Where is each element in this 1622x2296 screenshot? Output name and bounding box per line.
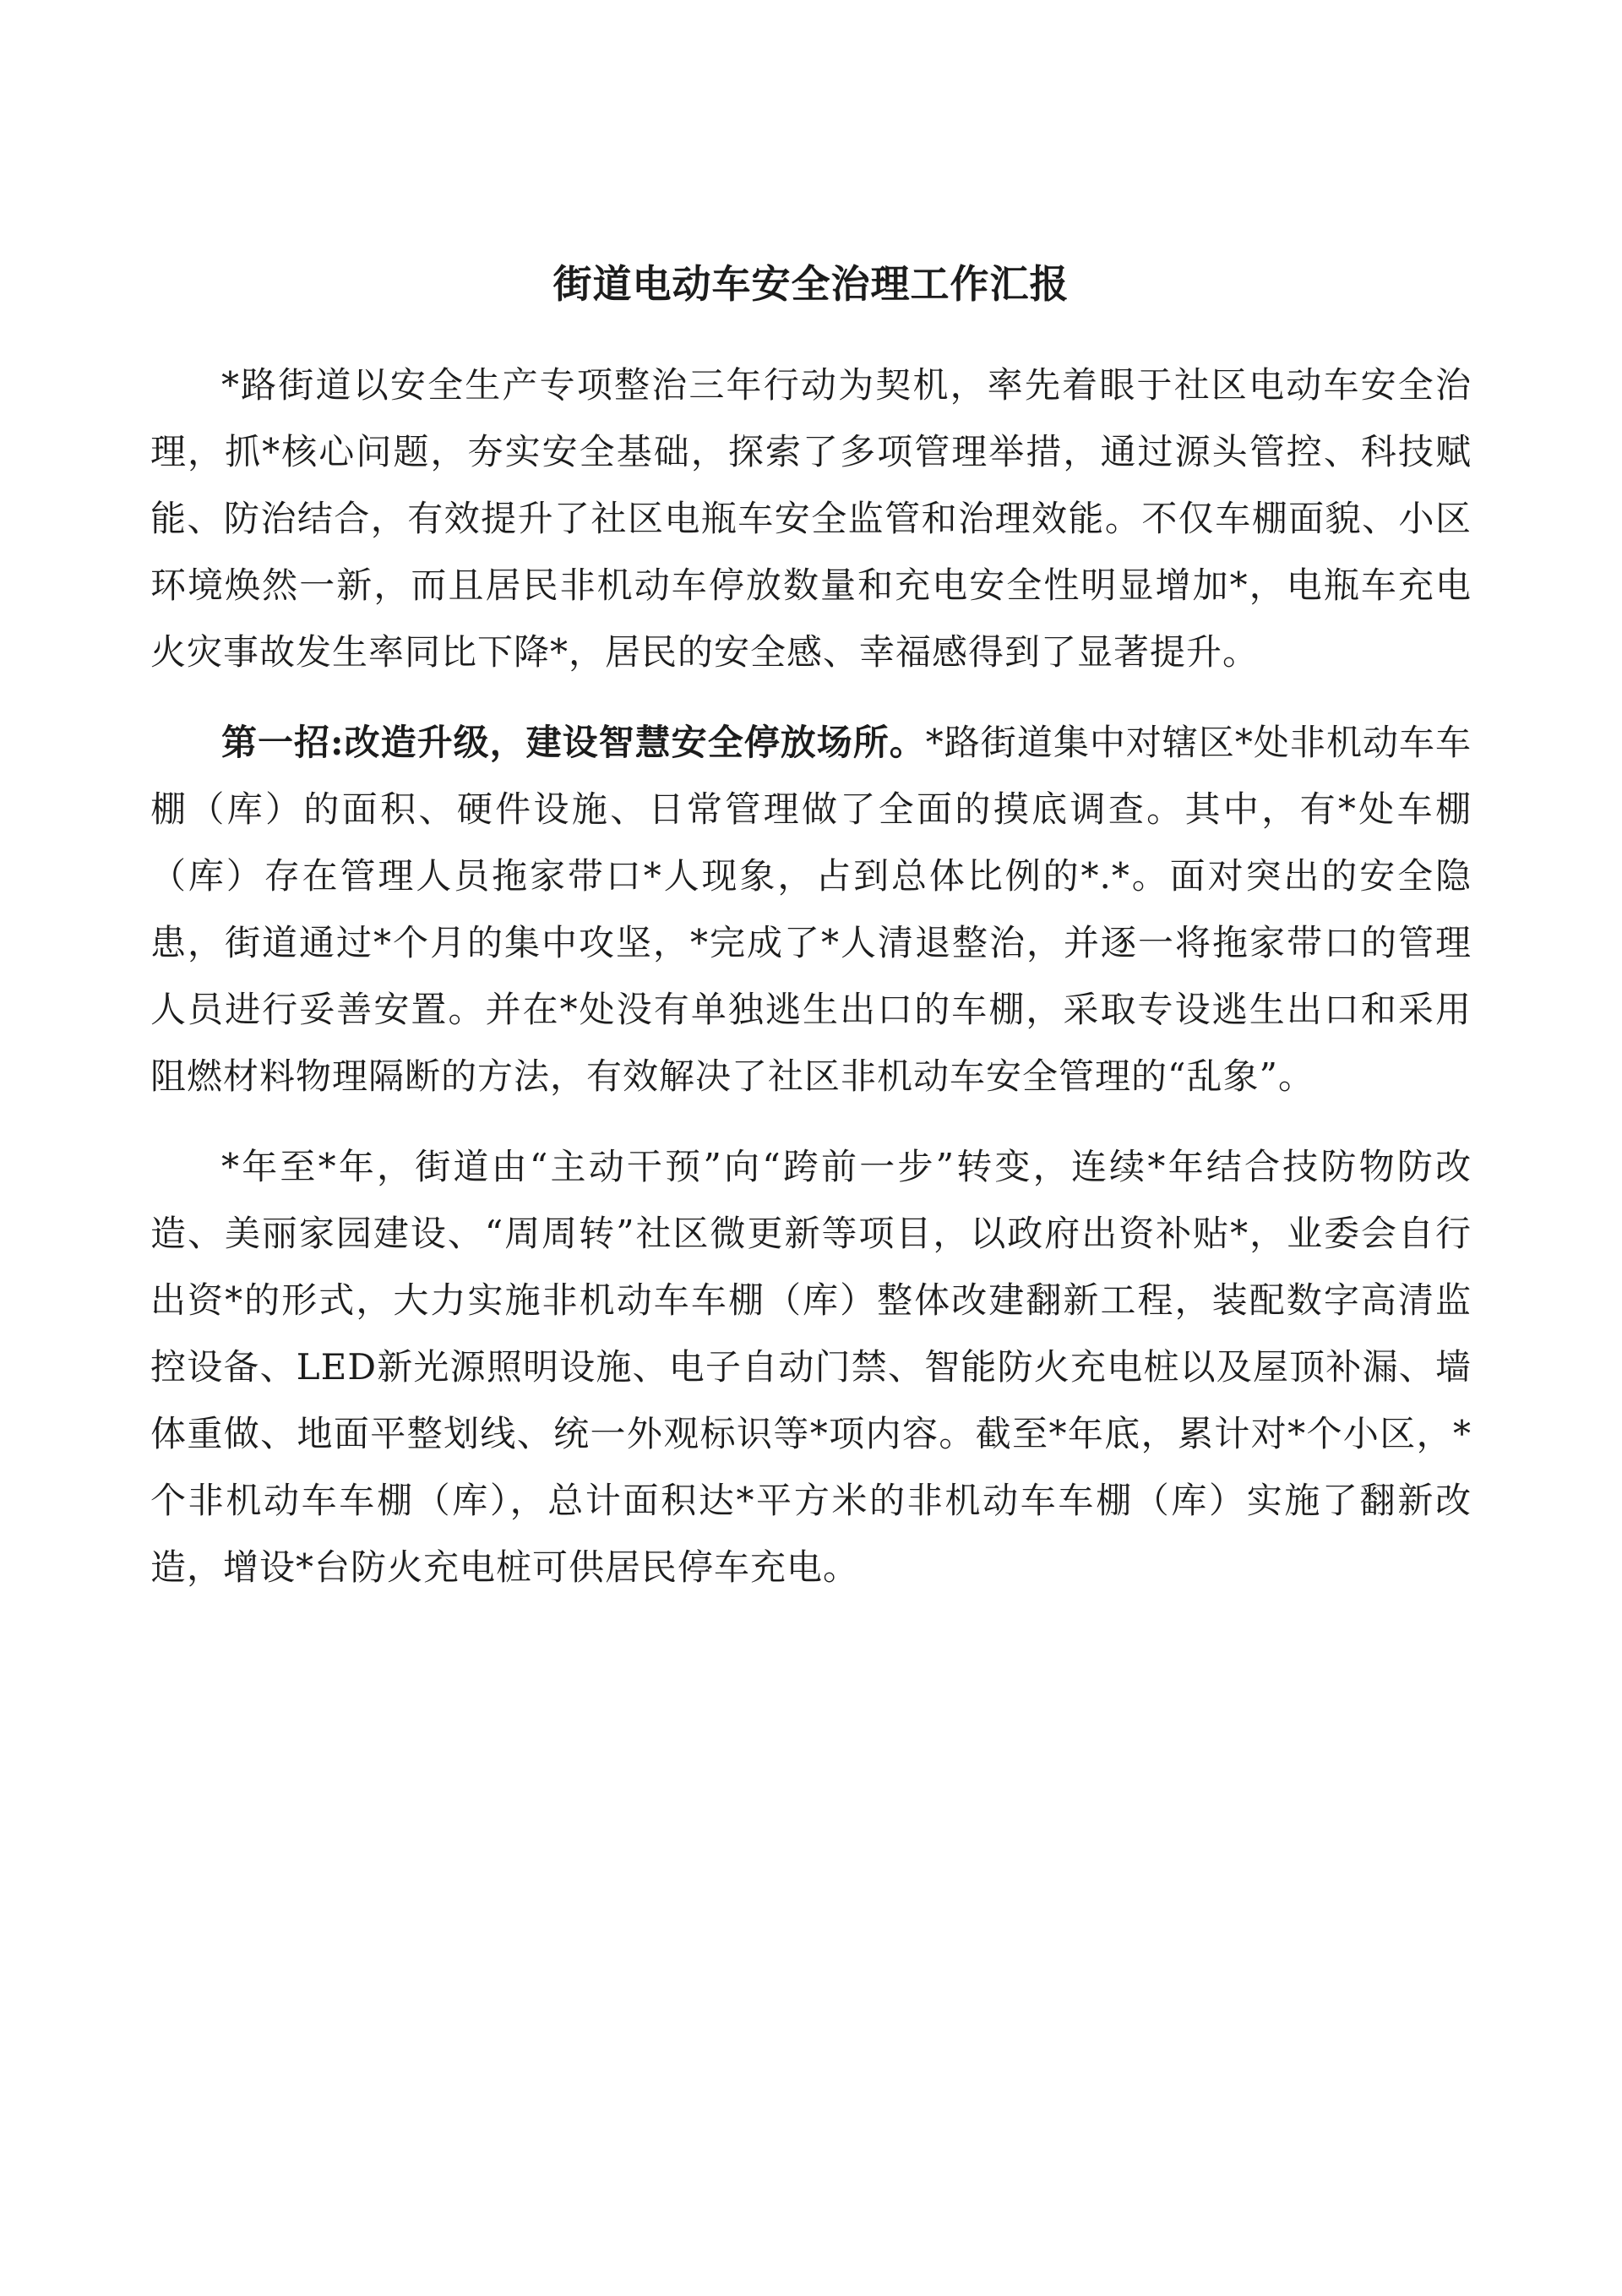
- paragraph-lead-heading: 第一招:改造升级，建设智慧安全停放场所。: [221, 722, 926, 763]
- paragraph-text: *年至*年，街道由“主动干预”向“跨前一步”转变，连续*年结合技防物防改造、美丽家园建设、“周周转”社区微更新等项目，以政府出资补贴*，业委会自行出资*的形式，大力实施非机动车车棚（库）整体改建翻新工程，装配数字高清监控设备、LED新光源照明设施、电子自动门禁、智能防火充电桩以及屋顶补漏、墙体重做、地面平整划线、统一外观标识等*项内容。截至*年底，累计对*个小区，*个非机动车车棚（库），总计面积达*平方米的非机动车车棚（库）实施了翻新改造，增设*台防火充电桩可供居民停车充电。: [150, 1146, 1472, 1588]
- document-title: 街道电动车安全治理工作汇报: [552, 261, 1070, 307]
- paragraph-intro: [150, 352, 1472, 685]
- paragraph-first-measure: [150, 709, 1472, 1110]
- paragraph-renovation: [150, 1133, 1472, 1601]
- paragraph-text: *路街道以安全生产专项整治三年行动为契机，率先着眼于社区电动车安全治理，抓*核心问题，夯实安全基础，探索了多项管理举措，通过源头管控、科技赋能、防治结合，有效提升了社区电瓶车安全监管和治理效能。不仅车棚面貌、小区环境焕然一新，而且居民非机动车停放数量和充电安全性明显增加*，电瓶车充电火灾事故发生率同比下降*，居民的安全感、幸福感得到了显著提升。: [150, 364, 1472, 673]
- paragraph-text: *路街道集中对辖区*处非机动车车棚（库）的面积、硬件设施、日常管理做了全面的摸底调查。其中，有*处车棚（库）存在管理人员拖家带口*人现象，占到总体比例的*.*。面对突出的安全隐患，街道通过*个月的集中攻坚，*完成了*人清退整治，并逐一将拖家带口的管理人员进行妥善安置。并在*处没有单独逃生出口的车棚，采取专设逃生出口和采用阻燃材料物理隔断的方法，有效解决了社区非机动车安全管理的“乱象”。: [150, 722, 1472, 1097]
- document-body: [150, 250, 1472, 1624]
